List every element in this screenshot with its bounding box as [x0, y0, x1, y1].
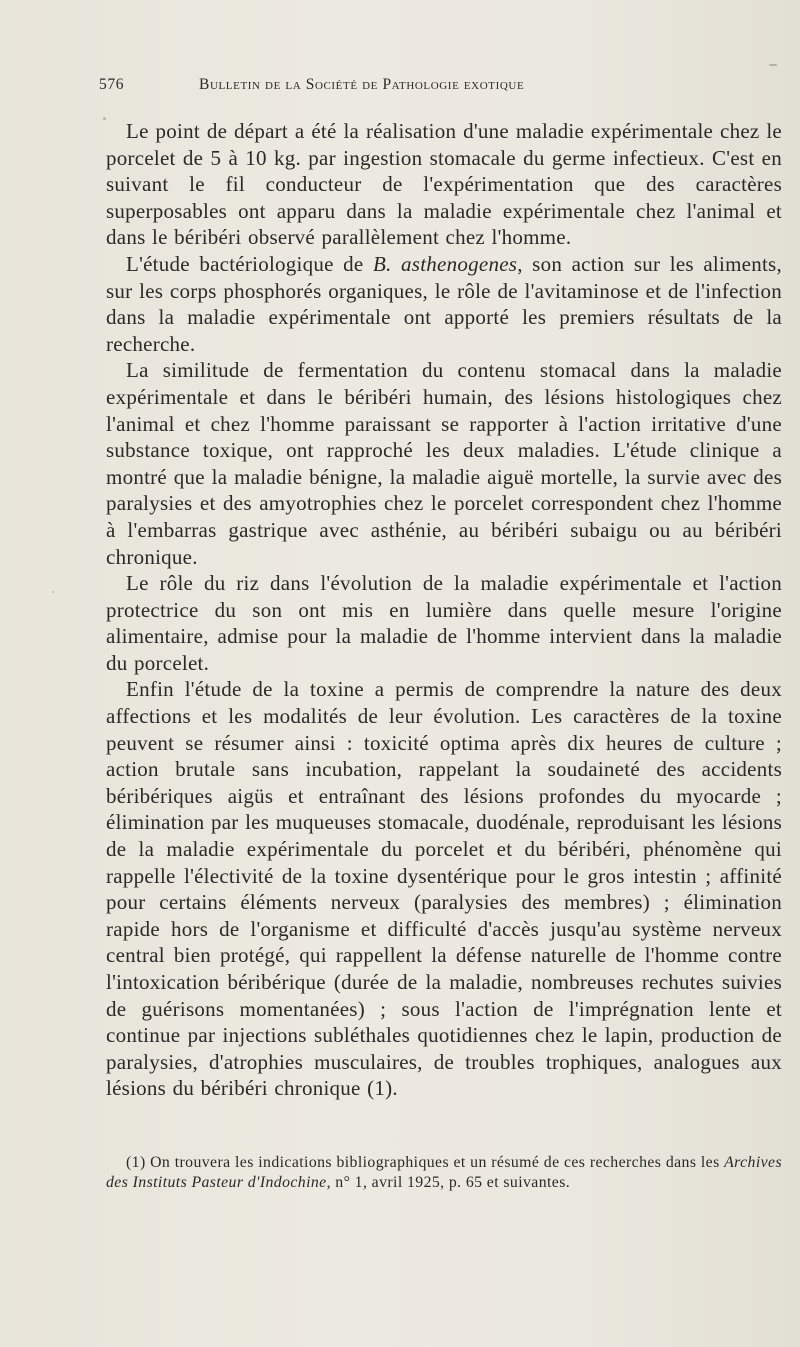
- paragraph-2-end: , son action sur les aliments, sur les corps phosphorés organiques, le rôle de l'avitaminose et de l'infection dans la maladie expérimentale ont apporté les premiers résultats de la recherche.: [106, 251, 782, 356]
- organism-name: B. asthenogenes: [372, 251, 518, 276]
- paragraph-2: [106, 251, 782, 357]
- page-number: 576: [99, 76, 125, 93]
- paper-speck: [769, 64, 777, 66]
- paragraph-1: Le point de départ a été la réalisation d'une maladie expérimentale chez le porcelet de 5 à 10 kg. par ingestion stomacale du germe infectieux. C'est en suivant le fil conducteur de l'expérimentation que des caractères superposables ont apparu dans la maladie expérimentale chez l'animal et dans le béribéri observé parallèlement chez l'homme.: [106, 119, 782, 250]
- journal-title: Archives des Instituts Pasteur d'Indochine: [106, 1154, 782, 1191]
- paper-speck: [52, 591, 54, 593]
- page-header: [99, 76, 659, 100]
- body-text: [106, 118, 782, 1102]
- footnote-start: (1) On trouvera les indications bibliographiques et un résumé de ces recherches dans les: [126, 1154, 725, 1171]
- paragraph-5: Enfin l'étude de la toxine a permis de comprendre la nature des deux affections et les modalités de leur évolution. Les caractères de la toxine peuvent se résumer ainsi : toxicité optima après dix heures de culture ; action brutale sans incubation, rappelant la soudaineté des accidents béribériques aigüs et entraînant des lésions profondes du myocarde ; élimination par les muqueuses stomacale, duodénale, reproduisant les lésions de la maladie expérimentale du porcelet et du béribéri, phénomène qui rappelle l'électivité de la toxine dysentérique pour le gros intestin ; affinité pour certains éléments nerveux (paralysies des membres) ; élimination rapide hors de l'organisme et difficulté d'accès jusqu'au système nerveux central bien protégé, qui rappellent la défense naturelle de l'homme contre l'intoxication béribérique (durée de la maladie, nombreuses rechutes suivies de guérisons momentanées) ; sous l'action de l'imprégnation lente et continue par injections subléthales quotidiennes chez le lapin, production de paralysies, d'atrophies musculaires, de troubles trophiques, analogues aux lésions du béribéri chronique (1).: [106, 677, 782, 1101]
- paper-speck: [763, 820, 766, 823]
- footnote-text: [106, 1153, 782, 1192]
- paper-speck: [103, 117, 106, 120]
- running-title: Bulletin de la Société de Pathologie exotique: [199, 76, 525, 93]
- footnote-end: , n° 1, avril 1925, p. 65 et suivantes.: [326, 1173, 571, 1191]
- paragraph-3: La similitude de fermentation du contenu stomacal dans la maladie expérimentale et dans le béribéri humain, des lésions histologiques chez l'animal et chez l'homme paraissant se rapporter à l'action irritative d'une substance toxique, ont rapproché les deux maladies. L'étude clinique a montré que la maladie bénigne, la maladie aiguë mortelle, la survie avec des paralysies et des amyotrophies chez le porcelet correspondent chez l'homme à l'embarras gastrique avec asthénie, au béribéri subaigu ou au béribéri chronique.: [106, 358, 782, 569]
- paragraph-2-start: L'étude bactériologique de: [126, 251, 373, 276]
- footnote: [106, 1153, 782, 1192]
- paragraph-4: Le rôle du riz dans l'évolution de la maladie expérimentale et l'action protectrice du son ont mis en lumière dans quelle mesure l'origine alimentaire, admise pour la maladie de l'homme intervient dans la maladie du porcelet.: [106, 571, 782, 675]
